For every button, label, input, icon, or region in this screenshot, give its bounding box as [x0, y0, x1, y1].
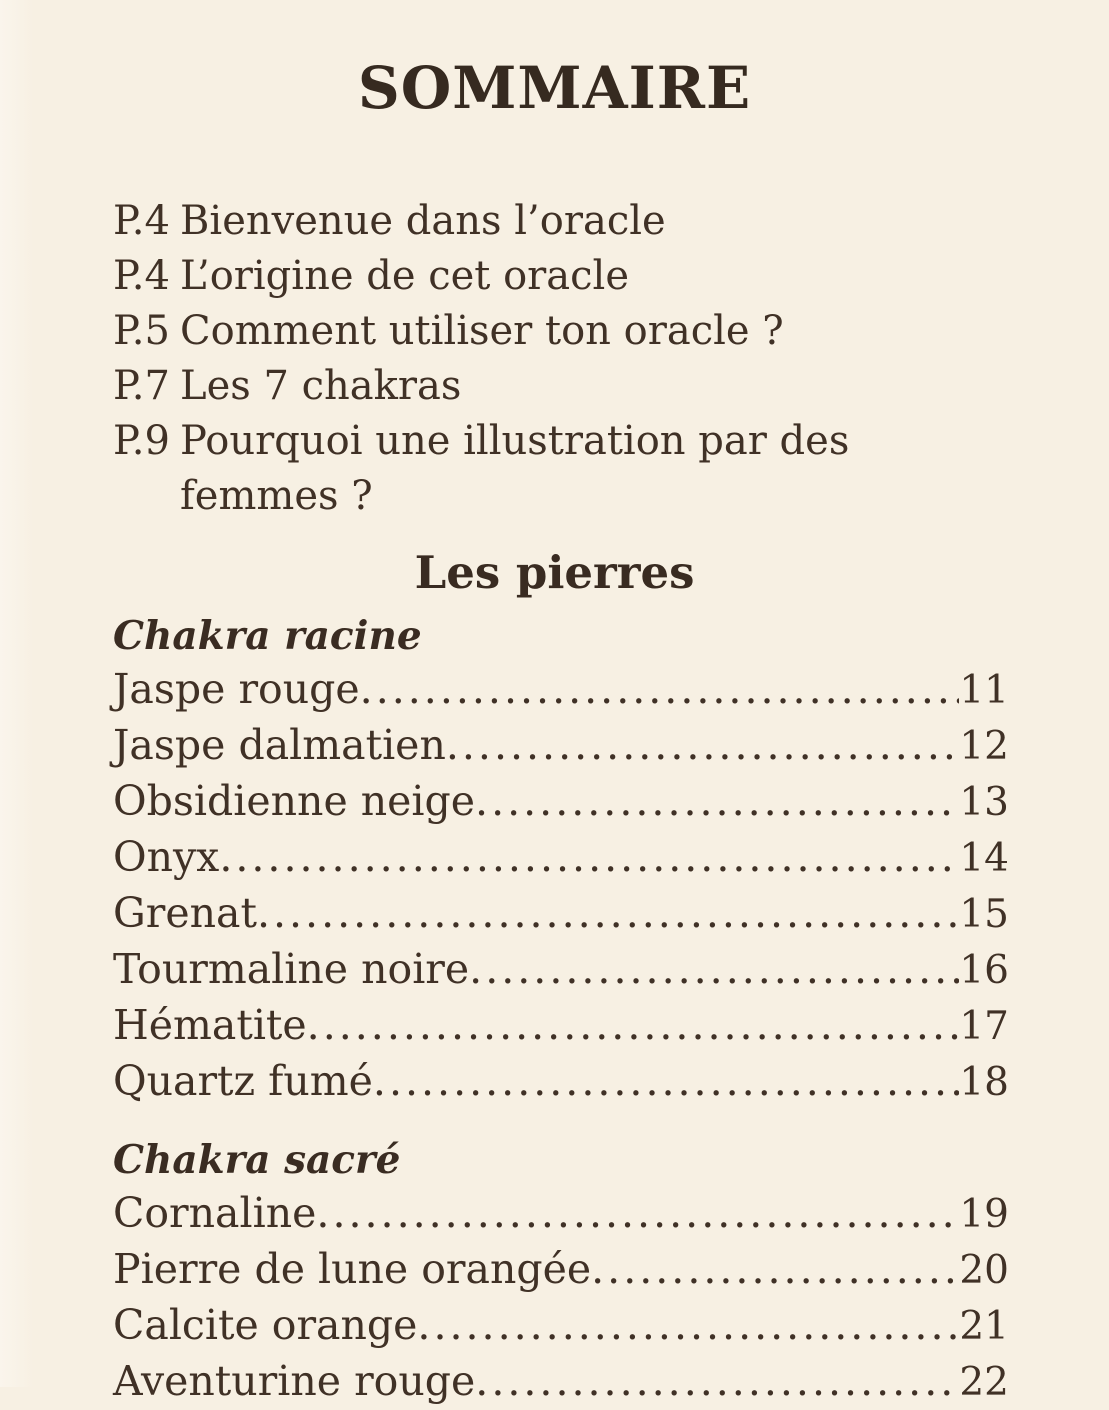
toc-entry-page: 22	[959, 1359, 1009, 1405]
intro-page-ref: P.9	[113, 417, 170, 464]
toc-entry-name: Obsidienne neige	[113, 776, 476, 825]
intro-item	[113, 359, 1009, 414]
toc-leader-dots	[417, 1298, 959, 1353]
intro-label: Les 7 chakras	[180, 362, 462, 409]
group-subheading-chakra-racine: Chakra racine	[113, 612, 422, 659]
toc-leader-dots	[373, 1054, 959, 1109]
intro-label: Comment utiliser ton oracle ?	[180, 307, 784, 354]
toc-entry-page: 21	[959, 1303, 1009, 1349]
toc-entry-page: 20	[959, 1247, 1009, 1293]
group-subheading-chakra-sacre: Chakra sacré	[113, 1136, 401, 1183]
toc-leader-dots	[469, 942, 959, 997]
toc-entry-page: 13	[959, 779, 1009, 825]
toc-entry-page: 11	[959, 667, 1009, 713]
intro-item	[113, 304, 1009, 359]
toc-entry-name: Pierre de lune orangée	[113, 1244, 592, 1293]
intro-page-ref: P.4	[113, 252, 170, 299]
intro-item	[113, 194, 1009, 249]
toc-entry-name: Hématite	[113, 1000, 307, 1049]
toc-leader-dots	[591, 1242, 959, 1297]
toc-leader-dots	[475, 1354, 959, 1409]
toc-leader-dots	[446, 718, 960, 773]
toc-entry	[113, 774, 1009, 830]
toc-entry-name: Cornaline	[113, 1188, 317, 1237]
intro-label: Bienvenue dans l’oracle	[180, 197, 666, 244]
intro-page-ref: P.7	[113, 362, 170, 409]
intro-item	[113, 249, 1009, 304]
toc-entry	[113, 662, 1009, 718]
toc-entry	[113, 1242, 1009, 1298]
toc-leader-dots	[316, 1186, 959, 1241]
toc-entry-page: 17	[959, 1003, 1009, 1049]
toc-entry-name: Grenat	[113, 888, 257, 937]
toc-entry-page: 14	[959, 835, 1009, 881]
toc-entry-name: Jaspe rouge	[113, 664, 360, 713]
intro-page-ref: P.5	[113, 307, 170, 354]
toc-entry-page: 12	[959, 723, 1009, 769]
toc-leader-dots	[475, 774, 959, 829]
toc-entry	[113, 998, 1009, 1054]
toc-entry-page: 16	[959, 947, 1009, 993]
intro-label: L’origine de cet oracle	[180, 252, 630, 299]
toc-entry-name: Onyx	[113, 832, 220, 881]
intro-list	[113, 194, 1009, 524]
toc-entry-page: 19	[959, 1191, 1009, 1237]
toc-leader-dots	[257, 886, 959, 941]
toc-leader-dots	[307, 998, 960, 1053]
intro-label: Pourquoi une illustration par des femmes ?	[180, 417, 850, 519]
toc-entry-name: Aventurine rouge	[113, 1356, 476, 1405]
toc-entry	[113, 1054, 1009, 1110]
toc-entry	[113, 1186, 1009, 1242]
toc-leader-dots	[219, 830, 959, 885]
toc-entry-page: 18	[959, 1059, 1009, 1105]
toc-entry	[113, 886, 1009, 942]
toc-entry-name: Jaspe dalmatien	[113, 720, 446, 769]
toc-entry	[113, 1354, 1009, 1410]
page-title: SOMMAIRE	[357, 54, 752, 122]
toc-entry-name: Calcite orange	[113, 1300, 418, 1349]
intro-item	[113, 414, 1009, 524]
section-heading: Les pierres	[414, 545, 695, 599]
intro-page-ref: P.4	[113, 197, 170, 244]
toc-entry-page: 15	[959, 891, 1009, 937]
toc-entry-name: Tourmaline noire	[113, 944, 470, 993]
toc-entry	[113, 718, 1009, 774]
toc-entry-name: Quartz fumé	[113, 1056, 373, 1105]
toc-entry	[113, 942, 1009, 998]
toc-leader-dots	[360, 662, 960, 717]
toc-block	[113, 610, 1009, 1410]
toc-entry	[113, 1298, 1009, 1354]
toc-entry	[113, 830, 1009, 886]
